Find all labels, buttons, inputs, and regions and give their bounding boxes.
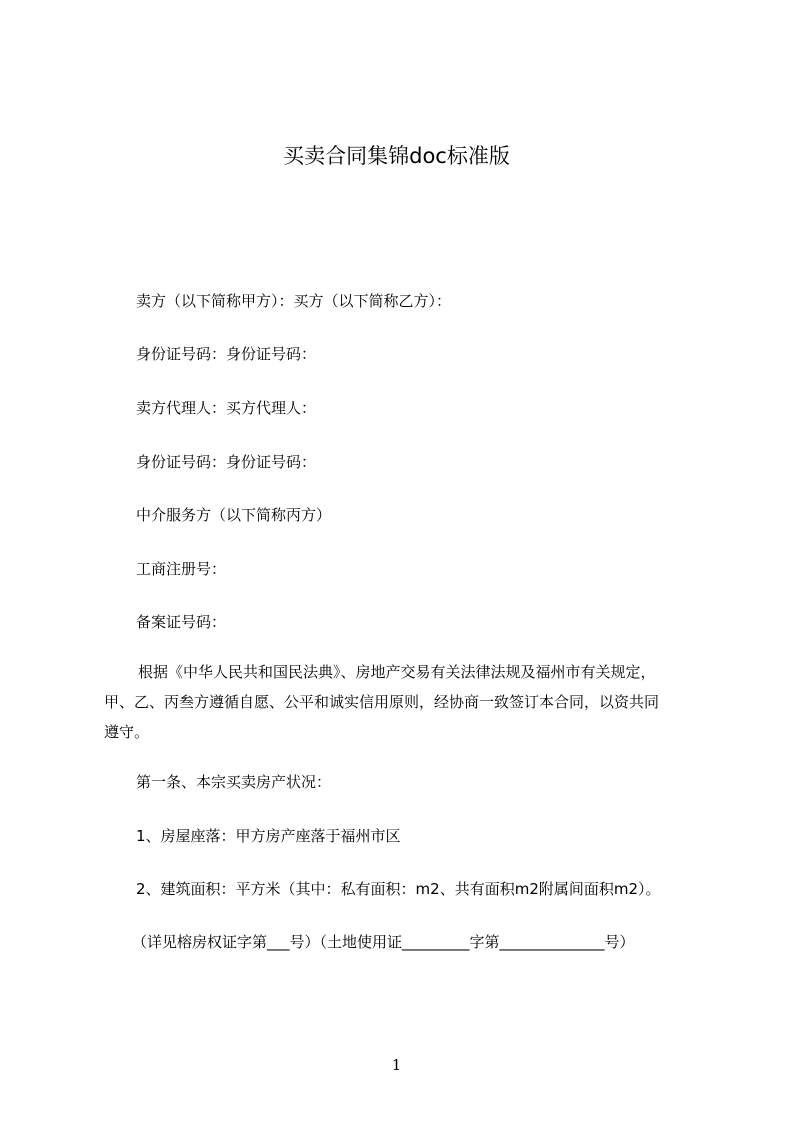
id-number-line-2: 身份证号码：身份证号码： (136, 453, 317, 471)
article-1-note: （详见榕房权证字第___号）（土地使用证_________字第______________号） (132, 933, 635, 951)
article-1-item-1: 1、房屋座落：甲方房产座落于福州市区 (136, 827, 401, 845)
preamble-paragraph (104, 657, 699, 747)
preamble-line-2: 甲、乙、丙叁方遵循自愿、公平和诚实信用原则，经协商一致签订本合同，以资共同 (104, 693, 660, 711)
document-title: 买卖合同集锦doc标准版 (283, 144, 510, 168)
page-number: 1 (391, 1056, 402, 1074)
preamble-line-3: 遵守。 (104, 723, 150, 741)
preamble-line-1: 根据《中华人民共和国民法典》、房地产交易有关法律法规及福州市有关规定， (138, 663, 656, 681)
seller-buyer-line: 卖方（以下简称甲方）：买方（以下简称乙方）： (136, 292, 452, 310)
business-registration-line: 工商注册号： (136, 560, 227, 578)
intermediary-line: 中介服务方（以下简称丙方） (136, 506, 332, 524)
article-1-item-2: 2、建筑面积：平方米（其中：私有面积：m2、共有面积m2附属间面积m2）。 (136, 880, 661, 898)
agent-line: 卖方代理人：买方代理人： (136, 399, 317, 417)
article-1-heading: 第一条、本宗买卖房产状况： (136, 773, 332, 791)
id-number-line-1: 身份证号码：身份证号码： (136, 345, 317, 363)
filing-number-line: 备案证号码： (136, 613, 227, 631)
